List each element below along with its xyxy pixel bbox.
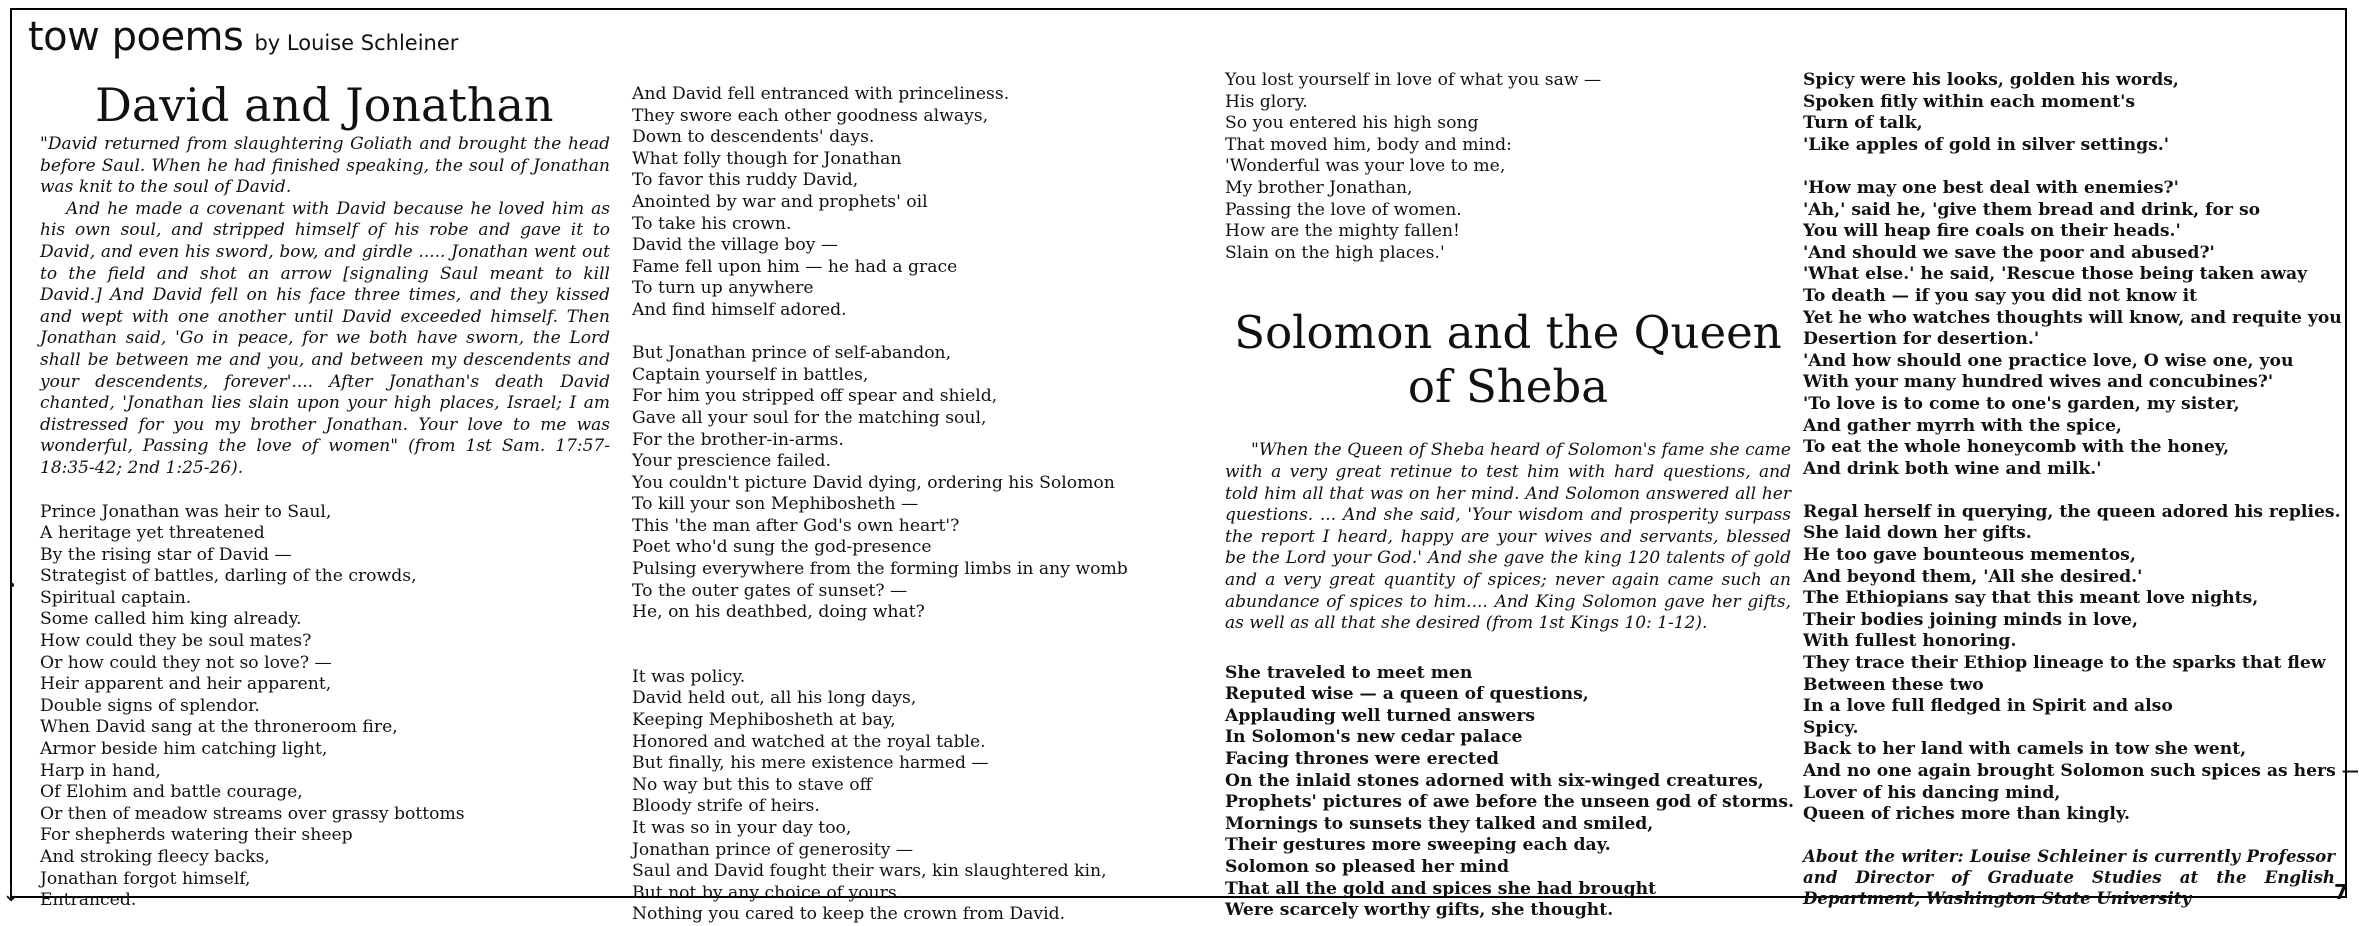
verse-line: Were scarcely worthy gifts, she thought. — [1225, 900, 1614, 921]
verse-line: Nothing you cared to keep the crown from David. — [632, 904, 1066, 925]
verse-line: Anointed by war and prophets' oil — [632, 191, 928, 212]
poem2-intro — [1225, 440, 1791, 634]
about-the-writer: About the writer: Louise Schleiner is currently Professor and Director of Graduate Studies at the English Department, Washington State University — [1803, 845, 2335, 908]
column-1 — [40, 134, 610, 912]
poem2-title-line1: Solomon and the Queen — [1234, 306, 1782, 360]
verse-line: Yet he who watches thoughts will know, and requite you — [1803, 307, 2342, 328]
verse-line: On the inlaid stones adorned with six-winged creatures, — [1225, 770, 1764, 791]
verse-line: Double signs of splendor. — [40, 695, 260, 716]
verse-line: But not by any choice of yours. — [632, 882, 903, 903]
verse-line: Heir apparent and heir apparent, — [40, 674, 332, 695]
margin-dot: • — [8, 578, 17, 594]
verse-line: For the brother-in-arms. — [632, 429, 844, 450]
verse-line: She laid down her gifts. — [1803, 523, 2032, 544]
poem1-title: David and Jonathan — [95, 78, 554, 132]
verse-line: And David fell entranced with princeliness. — [632, 84, 1010, 104]
verse-line: To kill your son Mephibosheth — — [632, 494, 919, 515]
verse-line: Spicy were his looks, golden his words, — [1803, 70, 2179, 90]
verse-line: It was policy. — [632, 666, 746, 687]
verse-line: They swore each other goodness always, — [632, 105, 989, 126]
poem1-intro — [40, 134, 610, 480]
page-header — [28, 14, 458, 60]
verse-line: Between these two — [1803, 674, 1984, 695]
verse-line: What folly though for Jonathan — [632, 148, 902, 169]
verse-line: But Jonathan prince of self-abandon, — [632, 343, 952, 364]
verse-line: Gave all your soul for the matching soul, — [632, 407, 987, 428]
verse-line: Facing thrones were erected — [1225, 749, 1499, 770]
header-byline: by Louise Schleiner — [254, 31, 459, 55]
verse-line: In a love full fledged in Spirit and also — [1803, 696, 2173, 717]
verse-line: His glory. — [1225, 91, 1308, 112]
verse-line: 'How may one best deal with enemies?' — [1803, 177, 2179, 198]
verse-line: Poet who'd sung the god-presence — [632, 537, 932, 558]
column-3 — [1225, 70, 1795, 922]
verse-line: Prince Jonathan was heir to Saul, — [40, 501, 332, 522]
verse-line: For him you stripped off spear and shield, — [632, 386, 998, 407]
poem2-col4-verse — [1803, 70, 2359, 826]
verse-line: Turn of talk, — [1803, 113, 1923, 134]
verse-line: Spiritual captain. — [40, 587, 192, 608]
verse-line: You couldn't picture David dying, ordering his Solomon — [632, 472, 1115, 493]
verse-line: And no one again brought Solomon such spices as hers — — [1803, 761, 2359, 781]
verse-line: Regal herself in querying, the queen adored his replies. — [1803, 501, 2341, 522]
verse-line: And gather myrrh with the spice, — [1803, 415, 2122, 436]
poem1-intro-para: "David returned from slaughtering Goliath and brought the head before Saul. When he had finished speaking, the soul of Jonathan was knit to the soul of David. — [40, 134, 610, 198]
verse-line: To turn up anywhere — [632, 278, 814, 299]
verse-line: Armor beside him catching light, — [40, 739, 328, 760]
verse-line: My brother Jonathan, — [1225, 177, 1413, 198]
verse-line: And find himself adored. — [632, 299, 847, 320]
page-number: 7 — [2334, 880, 2348, 904]
verse-line: Their gestures more sweeping each day. — [1225, 835, 1611, 856]
verse-line: With your many hundred wives and concubines?' — [1803, 372, 2274, 393]
verse-line: 'Like apples of gold in silver settings.' — [1803, 134, 2170, 155]
verse-line: Passing the love of women. — [1225, 199, 1462, 220]
verse-line: 'And how should one practice love, O wise one, you — [1803, 350, 2294, 371]
verse-line: Solomon so pleased her mind — [1225, 857, 1510, 878]
verse-line: Keeping Mephibosheth at bay, — [632, 710, 896, 731]
poem1-col3-verse — [1225, 70, 1791, 264]
verse-line: You will heap fire coals on their heads.' — [1803, 221, 2181, 242]
verse-line: Captain yourself in battles, — [632, 364, 869, 385]
verse-line: It was so in your day too, — [632, 818, 852, 838]
verse-line: Pulsing everywhere from the forming limbs in any womb — [632, 559, 1128, 580]
verse-line: To the outer gates of sunset? — — [632, 580, 908, 601]
verse-line: Spoken fitly within each moment's — [1803, 91, 2136, 112]
verse-line: She traveled to meet men — [1225, 662, 1473, 683]
verse-line: 'What else.' he said, 'Rescue those being taken away — [1803, 264, 2308, 285]
verse-line: He, on his deathbed, doing what? — [632, 602, 925, 623]
verse-line: Honored and watched at the royal table. — [632, 731, 986, 752]
verse-line: 'To love is to come to one's garden, my sister, — [1803, 393, 2240, 414]
verse-line: Bloody strife of heirs. — [632, 796, 820, 817]
verse-line: And beyond them, 'All she desired.' — [1803, 566, 2143, 587]
verse-line: That moved him, body and mind: — [1225, 134, 1512, 155]
verse-line: They trace their Ethiop lineage to the sparks that flew — [1803, 653, 2326, 674]
verse-line: Or how could they not so love? — — [40, 652, 332, 673]
verse-line: With fullest honoring. — [1803, 631, 2017, 652]
verse-line: You lost yourself in love of what you saw — — [1225, 70, 1602, 90]
verse-line: Desertion for desertion.' — [1803, 329, 2040, 350]
verse-line: No way but this to stave off — [632, 774, 872, 795]
poem1-col2-verse — [632, 84, 1198, 926]
verse-line: Your prescience failed. — [632, 451, 832, 472]
stanza-break — [1803, 156, 2335, 178]
bottom-left-arrow-icon: ↓ — [2, 882, 21, 907]
verse-line: Some called him king already. — [40, 609, 302, 630]
verse-line: How are the mighty fallen! — [1225, 221, 1460, 242]
verse-line: Jonathan prince of generosity — — [632, 839, 914, 860]
verse-line: Back to her land with camels in tow she went, — [1803, 739, 2247, 760]
verse-line: And stroking fleecy backs, — [40, 847, 270, 867]
verse-line: Fame fell upon him — he had a grace — [632, 256, 958, 277]
verse-line: Jonathan forgot himself, — [40, 868, 251, 889]
verse-line: Of Elohim and battle courage, — [40, 782, 303, 803]
verse-line: By the rising star of David — — [40, 544, 292, 565]
verse-line: So you entered his high song — [1225, 113, 1479, 134]
verse-line: Their bodies joining minds in love, — [1803, 609, 2138, 630]
verse-line: 'Wonderful was your love to me, — [1225, 156, 1506, 177]
verse-line: Saul and David fought their wars, kin slaughtered kin, — [632, 861, 1107, 882]
poem2-intro-text: "When the Queen of Sheba heard of Solomon's fame she came with a very great retinue to test him with hard questions, and told him all that was on her mind. And Solomon answered all her questions. ... And she said, 'Your wisdom and prosperity surpass the report I heard, happy are your wives and servants, blessed be the Lord your God.' And she gave the king 120 talents of gold and a very great quantity of spices; never again came such an abundance of spices to him.... And King Solomon gave her gifts, as well as all that she desired (from 1st Kings 10: 1-12). — [1225, 440, 1791, 634]
verse-line: Prophets' pictures of awe before the unseen god of storms. — [1225, 792, 1795, 813]
verse-line: To favor this ruddy David, — [632, 170, 859, 191]
verse-line: Lover of his dancing mind, — [1803, 782, 2061, 803]
verse-line: He too gave bounteous mementos, — [1803, 545, 2136, 566]
verse-line: To eat the whole honeycomb with the honey, — [1803, 437, 2230, 458]
column-2 — [632, 84, 1198, 926]
verse-line: And drink both wine and milk.' — [1803, 458, 2102, 479]
verse-line: To take his crown. — [632, 213, 792, 234]
verse-line: Spicy. — [1803, 717, 1859, 738]
column-4 — [1803, 70, 2359, 909]
verse-line: Strategist of battles, darling of the crowds, — [40, 566, 417, 587]
verse-line: In Solomon's new cedar palace — [1225, 727, 1523, 748]
stanza-break — [632, 322, 1198, 344]
verse-line: A heritage yet threatened — [40, 523, 265, 544]
verse-line: When David sang at the throneroom fire, — [40, 717, 398, 738]
verse-line: Harp in hand, — [40, 760, 161, 781]
verse-line: 'Ah,' said he, 'give them bread and drink, for so — [1803, 199, 2261, 220]
stanza-break — [1803, 480, 2335, 502]
verse-line: The Ethiopians say that this meant love nights, — [1803, 588, 2259, 609]
poem1-intro-para: And he made a covenant with David because he loved him as his own soul, and stripped himself of his robe and gave it to David, and even his sword, bow, and girdle ..... Jonathan went out to the field and shot an arrow [signaling Saul meant to kill David.] And David fell on his face three times, and they kissed and wept with one another until David exceeded himself. Then Jonathan said, 'Go in peace, for we both have sworn, the Lord shall be between me and you, and between my descendents and your descendents, forever'.... After Jonathan's death David chanted, 'Jonathan lies slain upon your high places, Israel; I am distressed for you my brother Jonathan. Your love to me was wonderful, Passing the love of women" (from 1st Sam. 17:57-18:35-42; 2nd 1:25-26). — [40, 198, 610, 478]
verse-line: For shepherds watering their sheep — [40, 825, 353, 846]
verse-line: Queen of riches more than kingly. — [1803, 804, 2130, 825]
verse-line: David held out, all his long days, — [632, 688, 917, 709]
verse-line: That all the gold and spices she had brought — [1225, 878, 1657, 899]
verse-line: To death — if you say you did not know it — [1803, 285, 2198, 306]
poem2-title — [1225, 306, 1791, 414]
header-title: tow poems — [28, 14, 244, 60]
verse-line: Applauding well turned answers — [1225, 705, 1536, 726]
verse-line: Entranced. — [40, 890, 137, 911]
verse-line: But finally, his mere existence harmed — — [632, 753, 989, 774]
verse-line: Slain on the high places.' — [1225, 242, 1445, 263]
stanza-break — [632, 624, 1198, 667]
verse-line: This 'the man after God's own heart'? — [632, 515, 960, 536]
verse-line: Down to descendents' days. — [632, 127, 875, 148]
poem2-col3-verse — [1225, 662, 1795, 922]
verse-line: David the village boy — — [632, 235, 839, 256]
poem2-title-line2: of Sheba — [1407, 360, 1609, 414]
poem1-col1-verse — [40, 502, 610, 912]
verse-line: Or then of meadow streams over grassy bottoms — [40, 803, 465, 824]
verse-line: Mornings to sunsets they talked and smiled, — [1225, 813, 1654, 834]
verse-line: Reputed wise — a queen of questions, — [1225, 684, 1589, 705]
verse-line: How could they be soul mates? — [40, 631, 312, 652]
verse-line: 'And should we save the poor and abused?' — [1803, 242, 2215, 263]
